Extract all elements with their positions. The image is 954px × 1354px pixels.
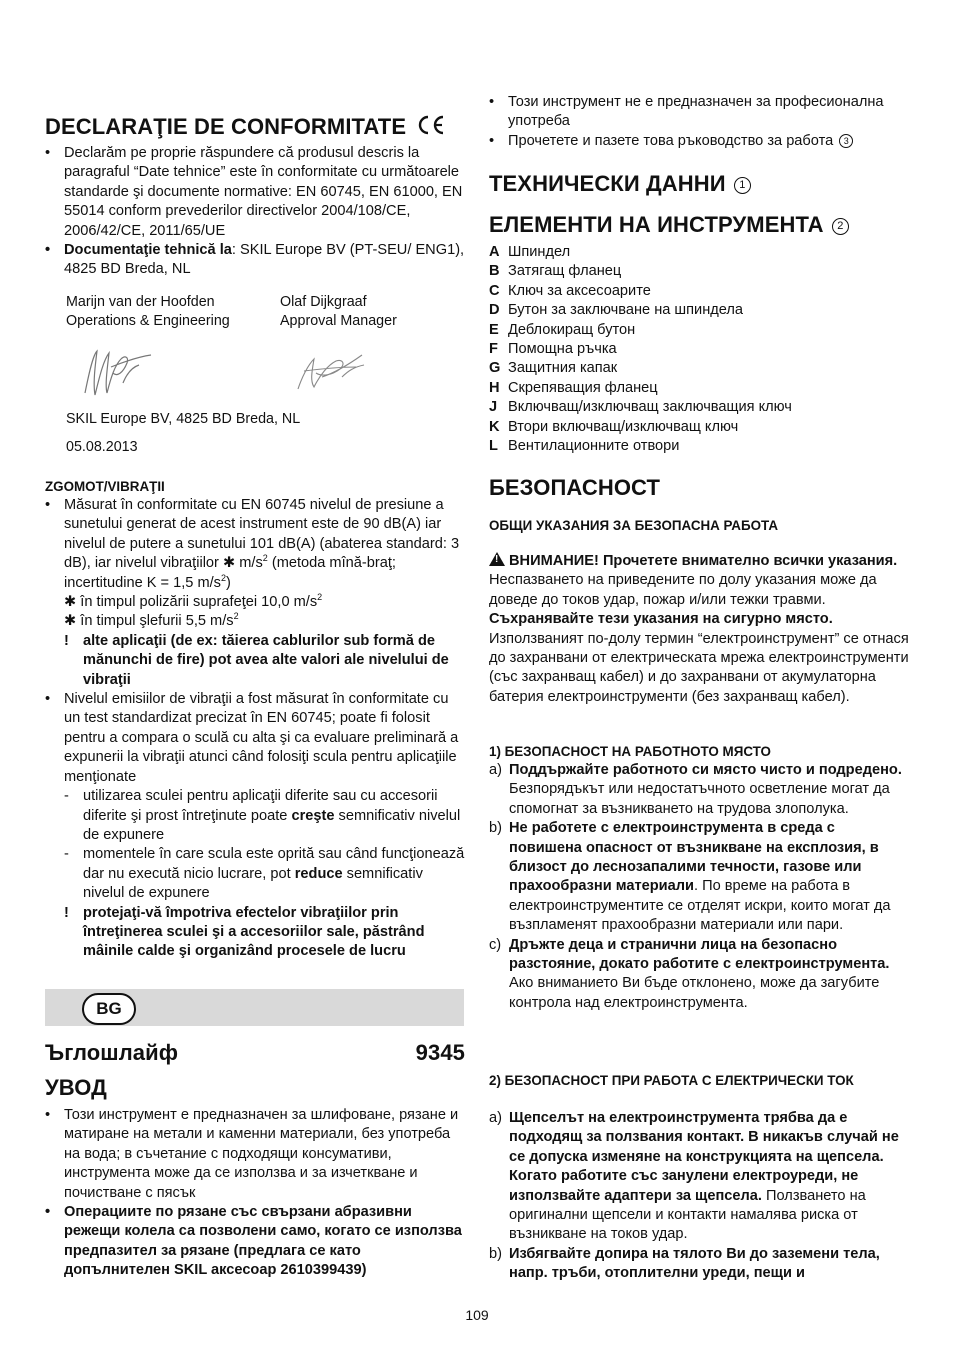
intro-heading: УВОД [45, 1075, 107, 1100]
legend-label: Бутон за заключване на шпиндела [508, 302, 744, 319]
language-badge: BG [82, 993, 136, 1025]
list-item: ! protejaţi-vă împotriva efectelor vibraţiilor prin întreţinerea sculei şi a accesoriilor sale, păstrând mâinile calde şi organizând procesele de lucru [64, 904, 425, 960]
noise-list [45, 496, 465, 962]
legend-key: B [489, 263, 500, 280]
legend-key: E [489, 321, 499, 338]
figure-ref-2: 2 [832, 218, 849, 235]
product-number: 9345 [415, 1040, 465, 1065]
warning-icon [489, 552, 505, 566]
company-address: SKIL Europe BV, 4825 BD Breda, NL [66, 411, 301, 427]
ce-mark-icon [416, 115, 446, 135]
signature-2-icon [292, 347, 372, 395]
list-item: • Nivelul emisiilor de vibraţii a fost măsurat în conformitate cu un test standardizat precizat în EN 60745; poate fi folosit pentru a compara o sculă cu alta şi ca evaluare preliminară a expunerii la vibraţii atunci când folosiţi scula pentru aplicaţiile menţionate [45, 690, 465, 787]
list-item: a) Поддържайте работното си място чисто и подредено. Безпорядъкът или недостатъчното осветление могат да спомогнат за възникването на трудова злополука. [489, 762, 902, 817]
declaration-list [45, 144, 465, 280]
workplace-safety-heading: 1) БЕЗОПАСНОСТ НА РАБОТНОТО МЯСТО [489, 744, 771, 759]
legend-label: Втори включващ/изключващ ключ [508, 418, 739, 435]
list-item: • Declarăm pe proprie răspundere că produsul descris la paragraful “Date tehnice” este în conformitate cu următoarele standarde şi documente normative: EN 60745, EN 61000, EN 55014 conform prevederilor directivelor 2004/108/CE, 2006/42/CE, 2011/65/UE [45, 144, 465, 241]
list-item: c) Дръжте деца и странични лица на безопасно разстояние, докато работите с електроинструмента. Ако вниманието Ви бъде отклонено, може да загубите контрола над електроинструмента. [489, 936, 890, 1011]
list-item: ! alte aplicaţii (de ex: tăierea cablurilor sub formă de mănunchi de fire) pot avea alte valori ale nivelului de vibraţii [64, 632, 449, 688]
legend-item [489, 379, 910, 398]
general-safety-heading: ОБЩИ УКАЗАНИЯ ЗА БЕЗОПАСНА РАБОТА [489, 518, 779, 533]
legend-key: C [489, 282, 500, 299]
figure-ref-1: 1 [734, 177, 751, 194]
legend-item [489, 262, 910, 281]
legend-item [489, 418, 910, 437]
legend-key: J [489, 399, 498, 416]
electrical-safety-heading: 2) БЕЗОПАСНОСТ ПРИ РАБОТА С ЕЛЕКТРИЧЕСКИ ТОК [489, 1073, 854, 1088]
list-item: b) Не работете с електроинструмента в среда с повишена опасност от възникване на експлозия, в близост до леснозапалими течности, газове или прахообразни материали. По време на работа в електроинструментите се отделят искри, които могат да възпламенят прахообразни материали или пари. [489, 820, 891, 934]
safety-heading: БЕЗОПАСНОСТ [489, 475, 661, 500]
list-item: ✱ în timpul şlefurii 5,5 $m/s^2$ [64, 611, 239, 630]
legend-key: F [489, 341, 498, 358]
declaration-date: 05.08.2013 [66, 439, 138, 455]
language-bar [45, 989, 464, 1026]
legend-label: Затягащ фланец [508, 263, 622, 280]
list-item: • Documentaţie tehnică la: SKIL Europe BV (PT-SEU/ ENG1), 4825 BD Breda, NL [45, 241, 465, 280]
signatory-2: Olaf Dijkgraaf Approval Manager [280, 294, 397, 330]
legend-item [489, 301, 910, 320]
legend-label: Вентилационните отвори [508, 438, 680, 455]
legend-label: Скрепяващия фланец [508, 379, 658, 396]
legend-item [489, 437, 910, 456]
list-item: • Операциите по рязане със свързани абразивни режещи колела са позволени само, когато се използва предпазител за рязане (предлага се като допълнителен SKIL аксесоар 2610399439) [45, 1203, 465, 1281]
legend-item [489, 282, 910, 301]
list-item: • Măsurat în conformitate cu EN 60745 nivelul de presiune a sunetului generat de acest instrument este de 90 dB(A) iar nivelul de putere a sunetului 101 dB(A) (abaterea standard: 3 dB), iar nivelul vibraţiilor ✱ $m/s^2$ (metoda mînă-braţ; incertitudine K = 1,5 $m/s^2$) [45, 496, 465, 593]
signatory-1: Marijn van der Hoofden Operations & Engineering [66, 294, 230, 330]
list-item: a) Щепселът на електроинструмента трябва да е подходящ за ползвания контакт. В никакъв случай не се допуска изменяне на конструкцията на щепсела. Когато работите със занулени електроуреди, не използвайте адаптери за щепсела. Ползването на оригинални щепсели и контакти намалява риска от възникване на токов удар. [489, 1110, 899, 1243]
legend-key: H [489, 379, 500, 396]
legend-label: Деблокиращ бутон [508, 321, 636, 338]
legend-key: G [489, 360, 501, 377]
legend-key: A [489, 244, 500, 260]
legend-item [489, 243, 910, 262]
electrical-safety-list [489, 1109, 910, 1284]
warning-paragraph: !ВНИМАНИЕ! Прочетете внимателно всички указания. Неспазването на приведените по долу указания може да доведе до токов удар, пожар и/или тежки травми. Съхранявайте тези указания на сигурно място. Използваният по-долу термин “електроинструмент” се отнася до захранвани от електрическата мрежа електроинструменти (със захранващ кабел) и до захранвани от акумулаторна батерия електроинструменти (без захранващ кабел). [489, 552, 910, 707]
page-number: 109 [465, 1307, 489, 1323]
product-title: Ъглошлайф 9345 [45, 1040, 465, 1065]
elements-legend [489, 243, 910, 456]
legend-label: Шпиндел [508, 244, 571, 260]
signature-1-icon [81, 343, 161, 401]
legend-item [489, 359, 910, 378]
list-item: • Прочетете и пазете това ръководство за работа 3 [489, 132, 910, 151]
legend-key: D [489, 302, 500, 319]
figure-ref-3: 3 [839, 134, 853, 148]
legend-key: K [489, 418, 500, 435]
list-item: • Този инструмент не е предназначен за професионална употреба [489, 93, 910, 132]
legend-key: L [489, 438, 498, 455]
legend-label: Включващ/изключващ заключващия ключ [508, 399, 792, 416]
legend-label: Ключ за аксесоарите [508, 282, 651, 299]
workplace-safety-list [489, 761, 910, 1013]
intro-list [45, 1106, 465, 1281]
list-item: - momentele în care scula este oprită sau când funcţionează dar nu execută nicio lucrare, pot reduce semnificativ nivelul de expunere [64, 846, 465, 902]
legend-item [489, 321, 910, 340]
list-item: b) Избягвайте допира на тялото Ви до заземени тела, напр. тръби, отоплителни уреди, пещи и [489, 1245, 880, 1282]
legend-label: Помощна ръчка [508, 341, 617, 358]
declaration-heading: DECLARAŢIE DE CONFORMITATE [45, 114, 446, 140]
list-item: ✱ în timpul polizării suprafeţei 10,0 $m/s^2$ [64, 592, 323, 611]
legend-item [489, 340, 910, 359]
tech-data-heading: ТЕХНИЧЕСКИ ДАННИ 1 [489, 171, 751, 197]
noise-heading: ZGOMOT/VIBRAŢII [45, 479, 165, 494]
list-item: - utilizarea sculei pentru aplicaţii diferite sau cu accesorii diferite şi prost întreţinute poate creşte semnificativ nivelul de expunere [64, 788, 461, 843]
legend-label: Защитния капак [508, 360, 618, 377]
elements-heading: ЕЛЕМЕНТИ НА ИНСТРУМЕНТА 2 [489, 212, 849, 238]
list-item: • Този инструмент е предназначен за шлифоване, рязане и матиране на метали и каменни материали, без употреба на вода; в съчетание с подходящи консумативи, инструмента може да се използва и за изчеткване и почистване с пясък [45, 1106, 465, 1203]
legend-item [489, 398, 910, 417]
top-list [489, 93, 910, 151]
